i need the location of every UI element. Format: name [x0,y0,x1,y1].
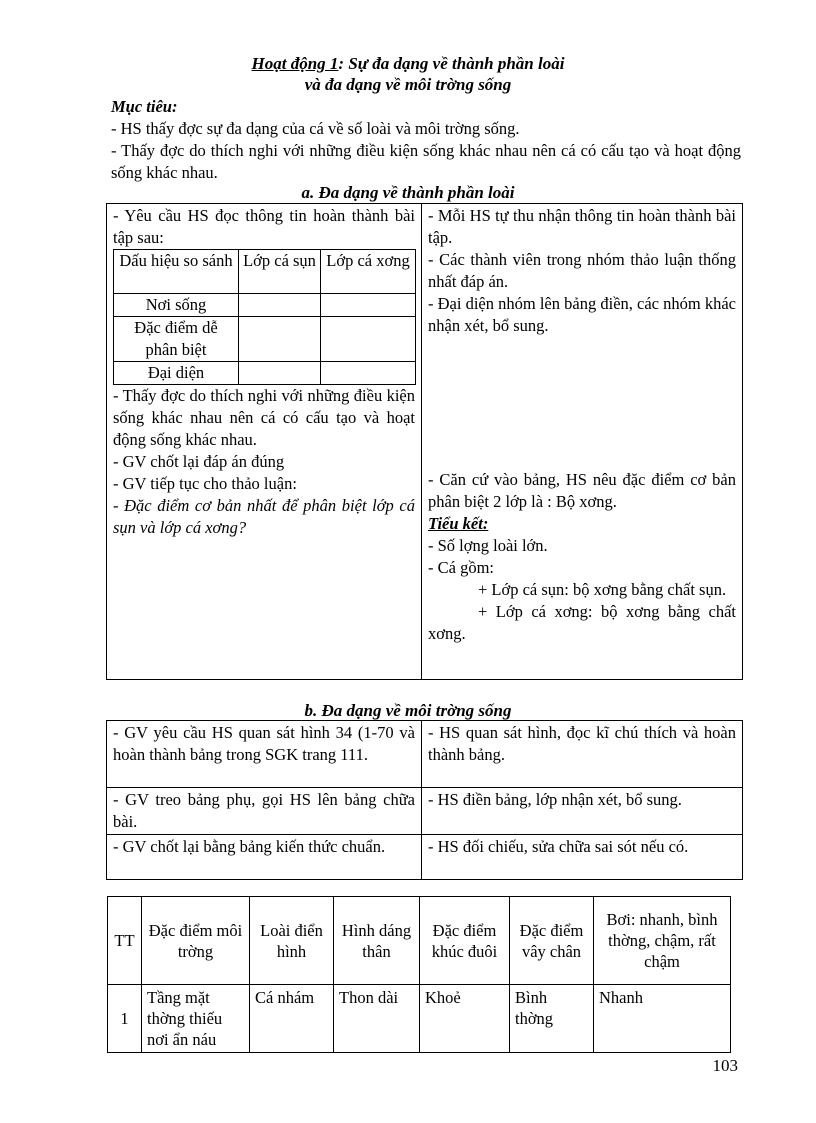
habitat-cell: Nhanh [594,985,731,1053]
compare-cell [239,362,321,385]
compare-cell [239,294,321,317]
section-a-student-cell [422,204,743,680]
compare-table [113,249,416,385]
compare-row-label: Đại diện [114,362,239,385]
section-b-teacher-cell: - GV treo bảng phụ, gọi HS lên bảng chữa bài. [107,788,422,835]
habitat-header: Bơi: nhanh, bình thờng, chậm, rất chậm [594,897,731,985]
compare-row-label: Nơi sống [114,294,239,317]
student-conclusion: - Căn cứ vào bảng, HS nêu đặc điểm cơ bản phân biệt 2 lớp là : Bộ xơng. [428,470,736,511]
habitat-header: Hình dáng thân [334,897,420,985]
teacher-note: - Thấy đợc do thích nghi với những điều kiện sống khác nhau nên cá có cấu tạo và hoạt động sống khác nhau. [113,386,415,449]
habitat-header: Loài điển hình [250,897,334,985]
summary-heading: Tiểu kết: [428,514,489,533]
habitat-header: Đặc điểm khúc đuôi [420,897,510,985]
section-a-teacher-cell [107,204,422,680]
discussion-question: - Đặc điểm cơ bản nhất để phân biệt lớp cá sụn và lớp cá xơng? [113,496,415,537]
section-b-heading: b. Đa dạng về môi trờng sống [304,701,512,720]
habitat-header: Đặc điểm môi trờng [142,897,250,985]
section-a-table [106,203,743,680]
page-number: 103 [712,1056,738,1075]
teacher-intro: - Yêu cầu HS đọc thông tin hoàn thành bài tập sau: [113,206,415,247]
activity-title-line2: và đa dạng về môi trờng sống [304,75,512,94]
objectives-heading: Mục tiêu: [111,97,178,116]
section-b-teacher-cell: - GV chốt lại bằng bảng kiến thức chuẩn. [107,835,422,880]
objective-2: - Thấy đợc do thích nghi với những điều kiện sống khác nhau nên cá có cấu tạo và hoạt động sống khác nhau. [111,141,741,182]
compare-row-label: Đặc điểm dễ phân biệt [114,317,239,362]
summary-item: + Lớp cá sụn: bộ xơng bằng chất sụn. [478,580,727,599]
habitat-cell: Thon dài [334,985,420,1053]
compare-cell [321,362,416,385]
habitat-cell: Tầng mặt thờng thiếu nơi ẩn náu [142,985,250,1053]
activity-label: Hoạt động 1 [251,54,339,73]
compare-cell [321,317,416,362]
student-item: - Mỗi HS tự thu nhận thông tin hoàn thành bài tập. [428,206,736,247]
habitat-cell: 1 [108,985,142,1053]
habitat-header: Đặc điểm vây chân [510,897,594,985]
student-item: - Các thành viên trong nhóm thảo luận thống nhất đáp án. [428,250,736,291]
compare-header: Lớp cá sụn [239,250,321,294]
section-a-heading: a. Đa dạng về thành phần loài [301,183,515,202]
summary-item: - Cá gồm: [428,558,494,577]
section-b-student-cell: - HS đối chiếu, sửa chữa sai sót nếu có. [422,835,743,880]
habitat-cell: Cá nhám [250,985,334,1053]
activity-title-rest: : Sự đa dạng về thành phần loài [338,54,565,73]
habitat-header: TT [108,897,142,985]
habitat-table [107,896,731,1053]
section-b-student-cell: - HS quan sát hình, đọc kĩ chú thích và hoàn thành bảng. [422,721,743,788]
compare-cell [321,294,416,317]
summary-item: + Lớp cá xơng: bộ xơng bằng chất xơng. [428,602,736,643]
habitat-cell: Bình thờng [510,985,594,1053]
compare-header: Dấu hiệu so sánh [114,250,239,294]
section-b-table [106,720,743,880]
summary-item: - Số lợng loài lớn. [428,536,548,555]
section-b-teacher-cell: - GV yêu cầu HS quan sát hình 34 (1-70 và hoàn thành bảng trong SGK trang 111. [107,721,422,788]
teacher-note: - GV chốt lại đáp án đúng [113,452,285,471]
objective-1: - HS thấy đợc sự đa dạng của cá về số loài và môi trờng sống. [111,119,520,138]
habitat-cell: Khoẻ [420,985,510,1053]
student-item: - Đại diện nhóm lên bảng điền, các nhóm khác nhận xét, bổ sung. [428,294,736,335]
section-b-student-cell: - HS điền bảng, lớp nhận xét, bổ sung. [422,788,743,835]
compare-cell [239,317,321,362]
activity-title [0,53,816,75]
compare-header: Lớp cá xơng [321,250,416,294]
teacher-note: - GV tiếp tục cho thảo luận: [113,474,297,493]
